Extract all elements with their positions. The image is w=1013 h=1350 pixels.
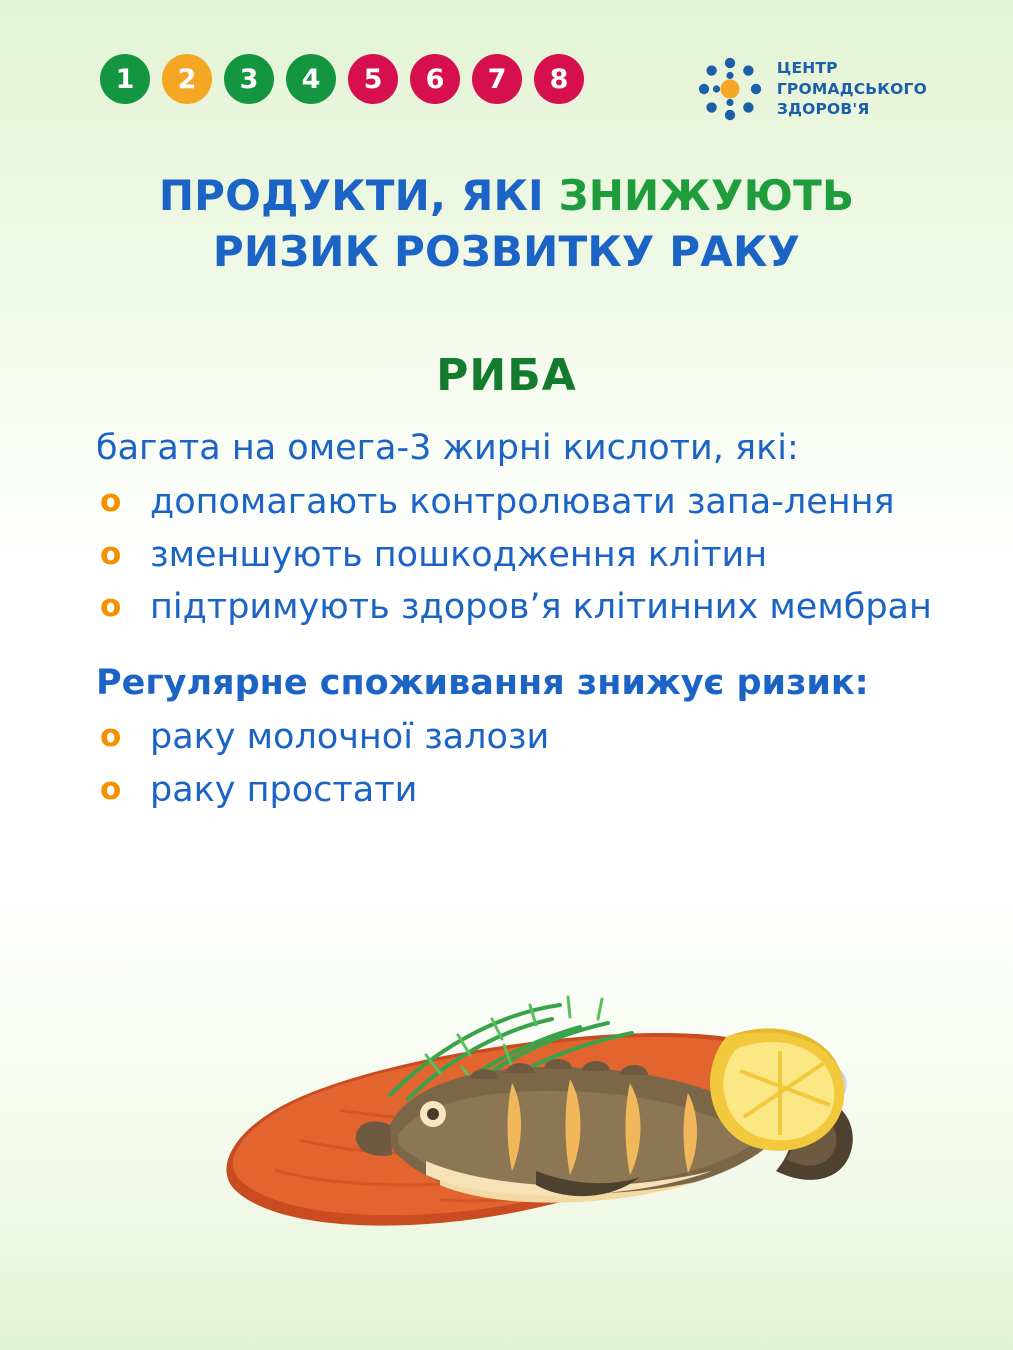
step-4[interactable] (286, 54, 336, 104)
list-item-label: підтримують здоров’я клітинних мембран (150, 587, 932, 628)
page-title (0, 168, 1013, 280)
list-item (96, 767, 946, 814)
list-item (96, 532, 946, 579)
risk-reduction-list (96, 714, 946, 813)
title-part-1: ПРОДУКТИ, ЯКІ (158, 171, 559, 220)
logo-line-1: ЦЕНТР (776, 59, 838, 78)
step-8[interactable] (534, 54, 584, 104)
step-label: 7 (487, 63, 507, 95)
step-label: 2 (177, 63, 197, 95)
title-highlight: ЗНИЖУЮТЬ (558, 171, 855, 220)
organization-logo (697, 56, 927, 122)
step-7[interactable] (472, 54, 522, 104)
bullet-marker-icon: o (100, 535, 122, 572)
section-subtitle: РИБА (436, 350, 577, 401)
step-label: 3 (239, 63, 259, 95)
bullet-marker-icon: o (100, 770, 122, 807)
step-1[interactable] (100, 54, 150, 104)
fish-on-board-illustration (140, 975, 900, 1275)
lemon-slice-shape (710, 1028, 844, 1150)
step-6[interactable] (410, 54, 460, 104)
list-item (96, 714, 946, 761)
title-line-2: РИЗИК РОЗВИТКУ РАКУ (212, 226, 801, 276)
list-item-label: раку молочної залози (150, 717, 550, 758)
logo-line-3: ЗДОРОВ'Я (776, 100, 870, 119)
bullet-marker-icon: o (100, 588, 122, 625)
list-item (96, 479, 946, 526)
step-label: 4 (301, 63, 321, 95)
logo-line-2: ГРОМАДСЬКОГО (776, 79, 927, 98)
section-heading: Регулярне споживання знижує ризик: (96, 662, 869, 703)
lead-text: багата на омега-3 жирні кислоти, які: (96, 428, 799, 468)
step-5[interactable] (348, 54, 398, 104)
step-label: 1 (115, 63, 135, 95)
list-item-label: зменшують пошкодження клітин (150, 534, 768, 575)
step-label: 6 (425, 63, 445, 95)
bullet-marker-icon: o (100, 718, 122, 755)
step-3[interactable] (224, 54, 274, 104)
logo-dots-icon (697, 56, 763, 122)
content-block (96, 425, 946, 819)
bullet-marker-icon: o (100, 483, 122, 520)
header-bar (0, 54, 1013, 124)
step-label: 5 (363, 63, 383, 95)
list-item-label: раку простати (150, 769, 418, 810)
benefits-list (96, 479, 946, 631)
step-2[interactable] (162, 54, 212, 104)
logo-wordmark (777, 58, 927, 120)
step-indicator (100, 54, 584, 104)
list-item-label: допомагають контролювати запа-лення (150, 482, 895, 523)
list-item (96, 584, 946, 631)
step-label: 8 (549, 63, 569, 95)
